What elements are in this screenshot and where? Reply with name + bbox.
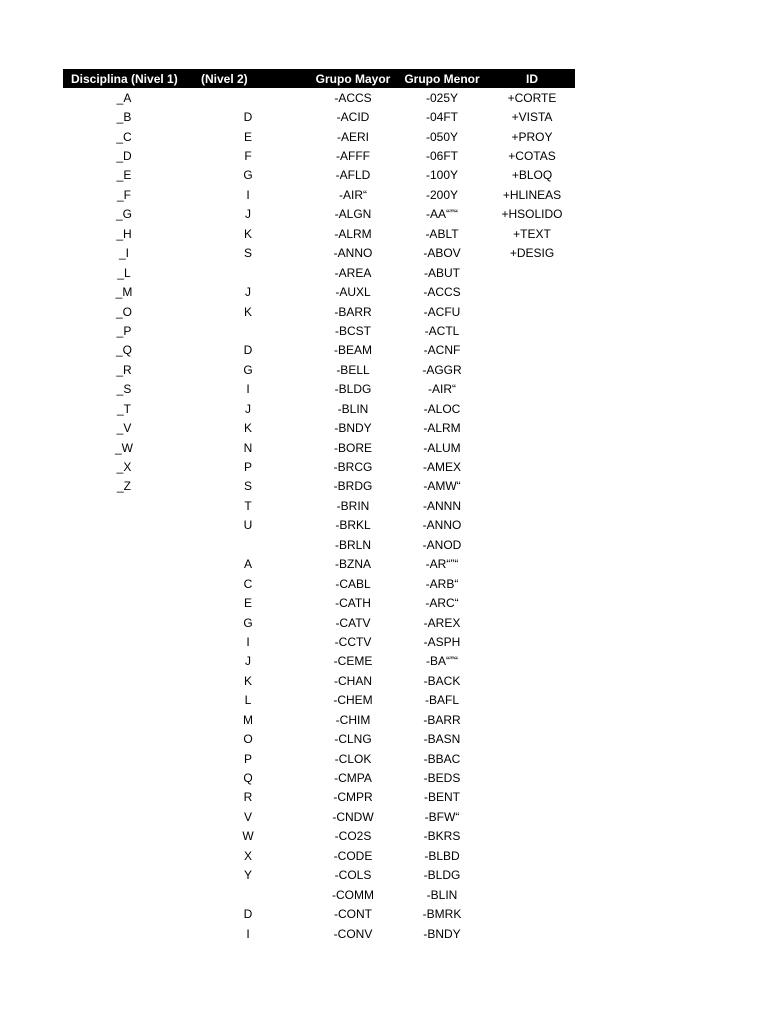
table-row bbox=[63, 652, 575, 671]
cell-nivel2: G bbox=[243, 168, 253, 183]
cell-grupo-menor: -BKRS bbox=[423, 829, 461, 844]
cell-disciplina: _W bbox=[115, 440, 133, 455]
cell-grupo-menor: -BAFL bbox=[424, 693, 459, 708]
table-row bbox=[63, 729, 575, 748]
cell-grupo-menor: -ACCS bbox=[423, 285, 461, 300]
cell-grupo-menor: -AREX bbox=[423, 615, 461, 630]
cell-nivel2: G bbox=[243, 362, 253, 377]
cell-grupo-menor: -ARB“ bbox=[425, 576, 459, 591]
cell-nivel2: F bbox=[244, 149, 252, 164]
cell-nivel2: O bbox=[243, 732, 253, 747]
header-nivel2: (Nivel 2) bbox=[201, 71, 248, 86]
table-row bbox=[63, 321, 575, 340]
cell-grupo-mayor: -CODE bbox=[333, 848, 373, 863]
cell-disciplina: _S bbox=[116, 382, 132, 397]
table-row bbox=[63, 282, 575, 301]
cell-grupo-menor: -025Y bbox=[425, 90, 459, 105]
cell-nivel2: J bbox=[245, 654, 251, 669]
cell-disciplina: _O bbox=[115, 304, 132, 319]
cell-id: +VISTA bbox=[511, 110, 553, 125]
cell-grupo-mayor: -AUXL bbox=[335, 285, 371, 300]
cell-grupo-mayor: -ACCS bbox=[334, 90, 372, 105]
table-row bbox=[63, 107, 575, 126]
cell-nivel2: U bbox=[243, 518, 253, 533]
cell-disciplina: _T bbox=[116, 401, 131, 416]
cell-grupo-mayor: -CATH bbox=[335, 596, 371, 611]
cell-grupo-menor: -BMRK bbox=[422, 907, 462, 922]
cell-nivel2: I bbox=[246, 634, 250, 649]
cell-disciplina: _Q bbox=[115, 343, 132, 358]
cell-grupo-mayor: -AIR“ bbox=[339, 187, 367, 202]
cell-grupo-menor: -BLDG bbox=[423, 868, 461, 883]
cell-nivel2: M bbox=[243, 712, 253, 727]
cell-grupo-menor: -ANOD bbox=[422, 537, 462, 552]
cell-grupo-mayor: -CCTV bbox=[334, 634, 372, 649]
cell-nivel2: A bbox=[243, 557, 252, 572]
table-row bbox=[63, 205, 575, 224]
cell-grupo-mayor: -COLS bbox=[334, 868, 372, 883]
cell-grupo-mayor: -CABL bbox=[335, 576, 371, 591]
table-row bbox=[63, 380, 575, 399]
cell-grupo-menor: -ANNN bbox=[423, 498, 461, 513]
cell-grupo-mayor: -CEME bbox=[333, 654, 373, 669]
cell-grupo-mayor: -ALGN bbox=[334, 207, 372, 222]
cell-nivel2: I bbox=[246, 382, 250, 397]
cell-disciplina: _G bbox=[115, 207, 132, 222]
cell-grupo-menor: -ARC“ bbox=[425, 596, 459, 611]
cell-id: +HLINEAS bbox=[502, 187, 562, 202]
cell-grupo-mayor: -BLIN bbox=[337, 401, 369, 416]
cell-disciplina: _F bbox=[116, 187, 131, 202]
cell-grupo-menor: -ACNF bbox=[423, 343, 461, 358]
cell-grupo-menor: -ALUM bbox=[423, 440, 461, 455]
table-row bbox=[63, 516, 575, 535]
cell-grupo-menor: -ABUT bbox=[424, 265, 460, 280]
cell-grupo-menor: -BLBD bbox=[424, 848, 460, 863]
cell-disciplina: _P bbox=[116, 323, 132, 338]
cell-grupo-menor: -BLIN bbox=[426, 887, 458, 902]
cell-nivel2: R bbox=[243, 790, 253, 805]
header-disciplina: Disciplina (Nivel 1) bbox=[71, 71, 178, 86]
table-row bbox=[63, 457, 575, 476]
table-row bbox=[63, 88, 575, 107]
table-row bbox=[63, 127, 575, 146]
cell-id: +TEXT bbox=[513, 226, 551, 241]
cell-nivel2: Y bbox=[243, 868, 252, 883]
cell-grupo-menor: -ANNO bbox=[422, 518, 462, 533]
cell-grupo-mayor: -AERI bbox=[336, 129, 369, 144]
cell-disciplina: _A bbox=[116, 90, 132, 105]
cell-nivel2: S bbox=[243, 479, 252, 494]
cell-grupo-mayor: -BCST bbox=[335, 323, 371, 338]
cell-grupo-menor: -050Y bbox=[425, 129, 459, 144]
table-row bbox=[63, 302, 575, 321]
table-row bbox=[63, 535, 575, 554]
cell-grupo-mayor: -CLOK bbox=[334, 751, 372, 766]
cell-grupo-menor: -ABLT bbox=[425, 226, 459, 241]
cell-disciplina: _X bbox=[116, 460, 132, 475]
cell-nivel2: N bbox=[243, 440, 253, 455]
table-row bbox=[63, 768, 575, 787]
cell-id: +PROY bbox=[511, 129, 553, 144]
cell-grupo-mayor: -BZNA bbox=[335, 557, 371, 572]
cell-grupo-mayor: -BEAM bbox=[333, 343, 372, 358]
cell-nivel2: J bbox=[245, 401, 251, 416]
cell-grupo-mayor: -ALRM bbox=[334, 226, 372, 241]
cell-nivel2: K bbox=[243, 673, 252, 688]
table-row bbox=[63, 574, 575, 593]
header-id: ID bbox=[526, 71, 538, 86]
cell-nivel2: G bbox=[243, 615, 253, 630]
cell-grupo-mayor: -CMPR bbox=[333, 790, 373, 805]
cell-nivel2: C bbox=[243, 576, 253, 591]
cell-grupo-menor: -AR“”“ bbox=[425, 557, 459, 572]
table-row bbox=[63, 477, 575, 496]
table-row bbox=[63, 924, 575, 943]
table-row bbox=[63, 613, 575, 632]
cell-grupo-mayor: -AREA bbox=[334, 265, 372, 280]
cell-id: +DESIG bbox=[509, 246, 555, 261]
table-row bbox=[63, 710, 575, 729]
cell-grupo-mayor: -CNDW bbox=[332, 809, 374, 824]
cell-grupo-menor: -06FT bbox=[425, 149, 458, 164]
cell-grupo-menor: -BFW“ bbox=[424, 809, 460, 824]
cell-disciplina: _H bbox=[116, 226, 132, 241]
cell-grupo-menor: -ASPH bbox=[423, 634, 461, 649]
cell-grupo-menor: -ALRM bbox=[423, 421, 461, 436]
cell-id: +COTAS bbox=[508, 149, 556, 164]
cell-grupo-menor: -ABOV bbox=[423, 246, 461, 261]
table-row bbox=[63, 166, 575, 185]
table-row bbox=[63, 866, 575, 885]
spreadsheet-table bbox=[63, 69, 575, 943]
cell-grupo-mayor: -CATV bbox=[335, 615, 371, 630]
cell-nivel2: P bbox=[243, 751, 252, 766]
cell-grupo-mayor: -CHAN bbox=[334, 673, 372, 688]
cell-disciplina: _B bbox=[116, 110, 132, 125]
cell-nivel2: X bbox=[243, 848, 252, 863]
cell-nivel2: D bbox=[243, 907, 253, 922]
cell-grupo-mayor: -AFFF bbox=[336, 149, 370, 164]
cell-grupo-mayor: -ANNO bbox=[333, 246, 373, 261]
cell-nivel2: E bbox=[243, 596, 252, 611]
table-row bbox=[63, 185, 575, 204]
table-row bbox=[63, 632, 575, 651]
cell-disciplina: _L bbox=[117, 265, 131, 280]
cell-nivel2: Q bbox=[243, 771, 253, 786]
cell-nivel2: I bbox=[246, 187, 250, 202]
cell-disciplina: _M bbox=[115, 285, 133, 300]
cell-grupo-mayor: -ACID bbox=[336, 110, 370, 125]
header-grupo-mayor: Grupo Mayor bbox=[315, 71, 391, 86]
cell-nivel2: J bbox=[245, 207, 251, 222]
cell-grupo-menor: -ALOC bbox=[423, 401, 461, 416]
cell-grupo-mayor: -CHIM bbox=[335, 712, 371, 727]
cell-grupo-mayor: -BRLN bbox=[334, 537, 371, 552]
table-row bbox=[63, 555, 575, 574]
cell-grupo-menor: -AIR“ bbox=[428, 382, 456, 397]
cell-grupo-mayor: -COMM bbox=[332, 887, 374, 902]
cell-grupo-mayor: -BNDY bbox=[334, 421, 372, 436]
cell-grupo-menor: -BA“”“ bbox=[426, 654, 458, 669]
table-row bbox=[63, 438, 575, 457]
cell-grupo-mayor: -CONV bbox=[333, 926, 373, 941]
cell-disciplina: _E bbox=[116, 168, 132, 183]
table-row bbox=[63, 360, 575, 379]
table-row bbox=[63, 399, 575, 418]
cell-grupo-mayor: -AFLD bbox=[335, 168, 371, 183]
cell-id: +CORTE bbox=[507, 90, 557, 105]
cell-nivel2: J bbox=[245, 285, 251, 300]
cell-grupo-mayor: -CMPA bbox=[334, 771, 372, 786]
cell-nivel2: V bbox=[243, 809, 252, 824]
cell-grupo-menor: -BEDS bbox=[423, 771, 461, 786]
table-row bbox=[63, 263, 575, 282]
cell-grupo-mayor: -CO2S bbox=[334, 829, 372, 844]
cell-disciplina: _I bbox=[118, 246, 129, 261]
cell-grupo-menor: -AA“”“ bbox=[426, 207, 458, 222]
cell-nivel2: L bbox=[244, 693, 252, 708]
table-row bbox=[63, 827, 575, 846]
cell-disciplina: _Z bbox=[116, 479, 131, 494]
cell-id: +HSOLIDO bbox=[501, 207, 563, 222]
table-row bbox=[63, 904, 575, 923]
table-row bbox=[63, 224, 575, 243]
table-body bbox=[63, 88, 575, 943]
table-row bbox=[63, 146, 575, 165]
cell-grupo-menor: -ACTL bbox=[424, 323, 460, 338]
table-row bbox=[63, 593, 575, 612]
cell-grupo-mayor: -BARR bbox=[334, 304, 372, 319]
cell-disciplina: _D bbox=[116, 149, 132, 164]
cell-nivel2: K bbox=[243, 304, 252, 319]
cell-grupo-menor: -200Y bbox=[425, 187, 459, 202]
cell-grupo-menor: -BARR bbox=[423, 712, 461, 727]
cell-id: +BLOQ bbox=[511, 168, 553, 183]
cell-grupo-mayor: -BRDG bbox=[333, 479, 373, 494]
cell-grupo-menor: -AGGR bbox=[422, 362, 462, 377]
cell-grupo-mayor: -BELL bbox=[336, 362, 370, 377]
cell-grupo-menor: -100Y bbox=[425, 168, 459, 183]
cell-grupo-mayor: -BRKL bbox=[335, 518, 371, 533]
cell-nivel2: K bbox=[243, 226, 252, 241]
cell-grupo-mayor: -CHEM bbox=[333, 693, 373, 708]
table-row bbox=[63, 807, 575, 826]
cell-grupo-menor: -04FT bbox=[425, 110, 458, 125]
table-row bbox=[63, 496, 575, 515]
table-row bbox=[63, 885, 575, 904]
cell-grupo-menor: -ACFU bbox=[423, 304, 461, 319]
cell-grupo-mayor: -BLDG bbox=[334, 382, 372, 397]
cell-nivel2: T bbox=[244, 498, 252, 513]
cell-nivel2: E bbox=[243, 129, 252, 144]
table-row bbox=[63, 788, 575, 807]
cell-grupo-menor: -BNDY bbox=[423, 926, 461, 941]
cell-nivel2: I bbox=[246, 926, 250, 941]
cell-nivel2: S bbox=[243, 246, 252, 261]
cell-nivel2: D bbox=[243, 343, 253, 358]
table-header bbox=[63, 69, 575, 88]
cell-nivel2: P bbox=[243, 460, 252, 475]
cell-grupo-menor: -BACK bbox=[423, 673, 461, 688]
table-row bbox=[63, 341, 575, 360]
table-row bbox=[63, 691, 575, 710]
cell-nivel2: K bbox=[243, 421, 252, 436]
cell-grupo-menor: -BASN bbox=[423, 732, 461, 747]
cell-grupo-menor: -BBAC bbox=[423, 751, 461, 766]
table-row bbox=[63, 418, 575, 437]
cell-grupo-menor: -AMEX bbox=[422, 460, 461, 475]
cell-disciplina: _C bbox=[116, 129, 132, 144]
cell-grupo-menor: -BENT bbox=[424, 790, 460, 805]
cell-grupo-mayor: -BORE bbox=[333, 440, 372, 455]
cell-grupo-mayor: -BRCG bbox=[333, 460, 373, 475]
table-row bbox=[63, 244, 575, 263]
cell-grupo-menor: -AMW“ bbox=[423, 479, 461, 494]
cell-nivel2: W bbox=[242, 829, 254, 844]
cell-grupo-mayor: -CLNG bbox=[334, 732, 372, 747]
header-grupo-menor: Grupo Menor bbox=[404, 71, 480, 86]
cell-disciplina: _V bbox=[116, 421, 132, 436]
table-row bbox=[63, 749, 575, 768]
cell-nivel2: D bbox=[243, 110, 253, 125]
cell-grupo-mayor: -CONT bbox=[334, 907, 372, 922]
cell-grupo-mayor: -BRIN bbox=[336, 498, 370, 513]
cell-disciplina: _R bbox=[116, 362, 132, 377]
table-row bbox=[63, 671, 575, 690]
table-row bbox=[63, 846, 575, 865]
